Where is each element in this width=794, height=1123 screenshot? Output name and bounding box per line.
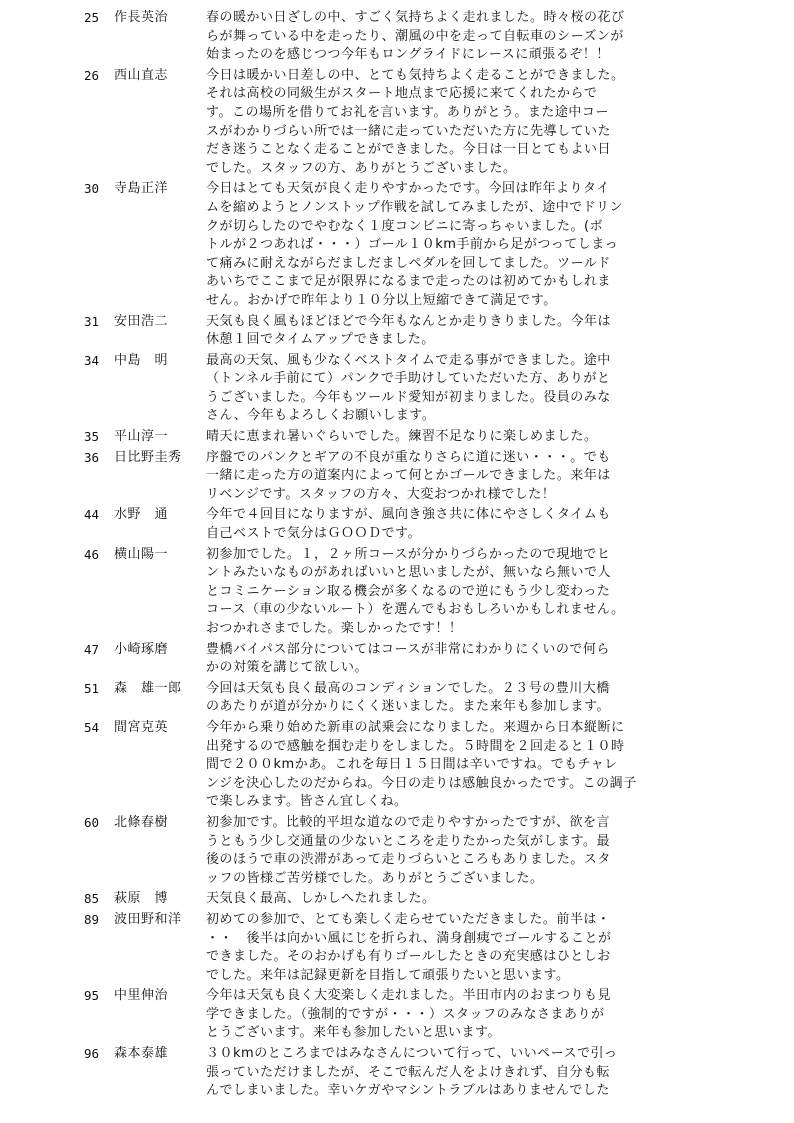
participant-comment: 天気良く最高、しかしへたれました。 [206,891,436,907]
participant-name: 森本泰雄 [114,1046,169,1062]
comment-entry [84,67,734,179]
comment-entry [84,641,734,678]
participant-comment: 初参加でした。１，２ヶ所コースが分かりづらかったので現地でヒ ントみたいなものがあればいいと思いましたが、無いなら無いで人 とコミニケーション取る機会が多くなるので逆にもう少し変わった コース（車の少ないルート）を選んでもおもしろいかもしれません。 おつかれさまでした。楽しかったです！！ [206,546,625,636]
participant-name: 萩原 博 [114,891,169,907]
entry-number: 26 [84,67,100,83]
participant-comment: 今年は天気も良く大変楽しく走れました。半田市内のおまつりも見 学できました。（強制的ですが・・・）スタッフのみなさまありが とうございます。来年も参加したいと思います。 [206,988,612,1041]
comment-list [84,9,734,1101]
entry-number: 34 [84,352,100,368]
comment-entry [84,428,734,447]
participant-name: 安田浩二 [114,313,169,329]
comment-entry [84,719,734,812]
participant-comment: 最高の天気、風も少なくベストタイムで走る事ができました。途中 （トンネル手前にて）パンクで手助けしていただいた方、ありがと うございました。今年もツールド愛知が初まりました。役員のみな さん、今年もよろしくお願いします。 [206,352,611,424]
participant-name: 間宮克英 [114,719,169,735]
participant-name: 横山陽一 [114,546,169,562]
participant-comment: 春の暖かい日ざしの中、すごく気持ちよく走れました。時々桜の花び らが舞っている中を走ったり、潮風の中を走って自転車のシーズンが 始まったのを感じつつ今年もロングライドにレースに頑張るぞ！！ [206,10,625,63]
participant-comment: 今年で４回目になりますが、風向き強さ共に体にやさしくタイムも 自己ベストで気分はＧＯＯＤです。 [206,507,611,542]
participant-name: 波田野和洋 [114,911,182,927]
comment-entry [84,546,734,639]
comment-entry [84,9,734,65]
participant-comment: 今日はとても天気が良く走りやすかったです。今回は昨年よりタイ ムを縮めようとノンストップ作戦を試してみましたが、途中でドリン クが切らしたのでやむなく１度コンビニに寄っちゃいました。(ボ トルが２つあれば・・・）ゴール１０km手前から足がつってしまっ て痛みに耐えながらだましだましペダルを回してました。ツールド あいちでここまで足が限界になるまで走ったのは初めてかもしれま せん。おかげで昨年より１０分以上短縮できて満足です。 [206,181,623,308]
comment-entry [84,890,734,909]
entry-number: 31 [84,313,100,329]
participant-comment: 晴天に恵まれ暑いぐらいでした。練習不足なりに楽しめました。 [206,429,598,445]
comment-entry [84,352,734,426]
entry-number: 89 [84,911,100,927]
participant-name: 森 雄一郎 [114,680,182,696]
participant-comment: 初めての参加で、とても楽しく走らせていただきました。前半は・ ・・ 後半は向かい風にじを折られ、満身創痍でゴールすることが できました。そのおかげも有りゴールしたときの充実感はひとしお でした。来年は記録更新を目指して頑張りたいと思います。 [206,911,612,983]
participant-comment: 今年から乗り始めた新車の試乗会になりました。来週から日本縦断に 出発するので感触を掴む走りをしました。５時間を２回走ると１０時 間で２００kmかあ。これを毎日１５日間は辛いですね。でもチャレ ンジを決心したのだからね。今日の走りは感触良かったです。この調子 で楽しみます。皆さん宜しくね。 [206,719,637,810]
participant-comment: 今回は天気も良く最高のコンディションでした。２３号の豊川大橋 のあたりが道が分かりにくく迷いました。また来年も参加します。 [206,680,610,715]
participant-comment: 豊橋バイパス部分についてはコースが非常にわかりにくいので何ら かの対策を講じて欲しい。 [206,641,610,676]
entry-number: 96 [84,1046,100,1062]
entry-number: 47 [84,641,100,657]
participant-name: 寺島正洋 [114,181,169,197]
comment-entry [84,814,734,888]
participant-name: 平山淳一 [114,429,169,445]
participant-name: 水野 通 [114,507,169,523]
entry-number: 30 [84,181,100,197]
entry-number: 54 [84,719,100,735]
comment-entry [84,911,734,985]
participant-name: 北條春樹 [114,814,169,830]
comment-entry [84,987,734,1043]
comment-entry [84,1045,734,1101]
entry-number: 35 [84,429,100,445]
participant-name: 作長英治 [114,10,169,25]
comment-entry [84,180,734,310]
entry-number: 25 [84,10,100,25]
participant-name: 日比野圭秀 [114,449,182,465]
entry-number: 46 [84,546,100,562]
participant-comment: 天気も良く風もほどほどで今年もなんとか走りきりました。今年は 休憩１回でタイムアップできました。 [206,313,612,348]
comment-entry [84,449,734,505]
entry-number: 51 [84,680,100,696]
comment-entry [84,680,734,717]
comment-entry [84,313,734,350]
entry-number: 60 [84,814,100,830]
participant-comment: 初参加です。比較的平坦な道なので走りやすかったですが、欲を言 うともう少し交通量の少ないところを走りたかった気がします。最 後のほうで車の渋滞があって走りづらいところもありました。スタ ッフの皆様ご苦労様でした。ありがとうございました。 [206,814,611,886]
participant-name: 中島 明 [114,352,169,368]
participant-name: 中里伸治 [114,988,169,1004]
participant-name: 小崎琢磨 [114,641,169,657]
participant-name: 西山直志 [114,67,169,83]
entry-number: 44 [84,507,100,523]
participant-comment: 序盤でのパンクとギアの不良が重なりさらに道に迷い・・・。でも 一緒に走った方の道案内によって何とかゴールできました。来年は リベンジです。スタッフの方々、大変おつかれ様でした！ [206,449,611,502]
entry-number: 85 [84,891,100,907]
participant-comment: ３０kmのところまではみなさんについて行って、いいペースで引っ 張っていただけましたが、そこで転んだ人をよけきれず、自分も転 んでしまいました。幸いケガやマシントラブルはありませんでした [206,1046,618,1099]
participant-comment: 今日は暖かい日差しの中、とても気持ちよく走ることができました。 それは高校の同級生がスタート地点まで応援に来てくれたからで す。この場所を借りてお礼を言います。ありがとう。また途中コー スがわかりづらい所では一緒に走っていただいた方に先導していた だき迷うことなく走ることができました。今日は一日とてもよい日 でした。スタッフの方、ありがとうございました。 [206,67,625,176]
entry-number: 36 [84,449,100,465]
comment-entry [84,506,734,543]
entry-number: 95 [84,988,100,1004]
